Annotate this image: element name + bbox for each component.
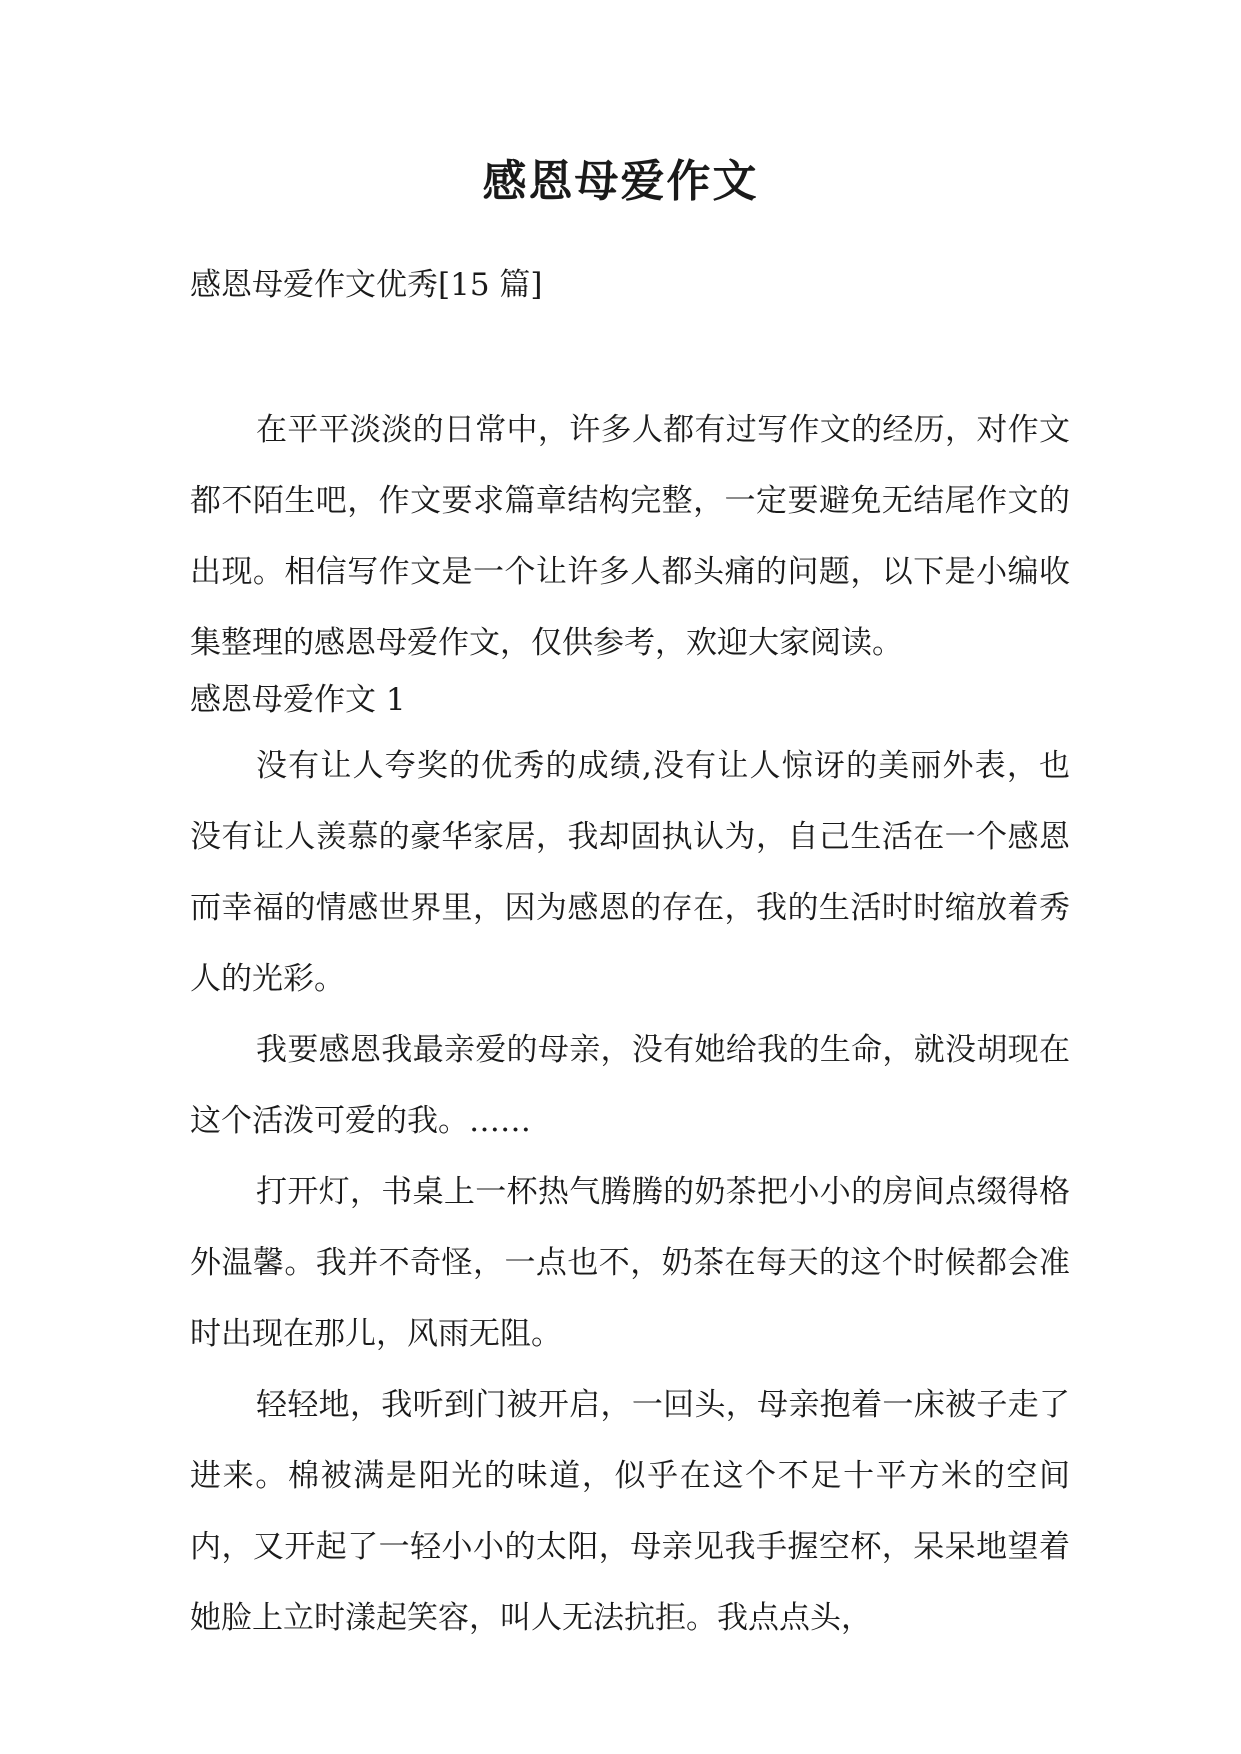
- intro-block: [190, 395, 1070, 679]
- body-paragraph: 没有让人夸奖的优秀的成绩,没有让人惊讶的美丽外表，也没有让人羡慕的豪华家居，我却固执认为，自己生活在一个感恩而幸福的情感世界里，因为感恩的存在，我的生活时时缩放着秀人的光彩。: [190, 748, 1070, 997]
- body-paragraph: 我要感恩我最亲爱的母亲，没有她给我的生命，就没胡现在这个活泼可爱的我。……: [190, 1032, 1070, 1139]
- section-heading: 感恩母爱作文 1: [190, 682, 406, 718]
- intro-paragraph: 在平平淡淡的日常中，许多人都有过写作文的经历，对作文都不陌生吧，作文要求篇章结构完整，一定要避免无结尾作文的出现。相信写作文是一个让许多人都头痛的问题，以下是小编收集整理的感恩母爱作文，仅供参考，欢迎大家阅读。: [190, 412, 1070, 661]
- document-title: 感恩母爱作文: [482, 156, 759, 207]
- section-body: [190, 731, 1070, 1654]
- body-paragraph: 打开灯，书桌上一杯热气腾腾的奶茶把小小的房间点缀得格外温馨。我并不奇怪，一点也不，奶茶在每天的这个时候都会准时出现在那儿，风雨无阻。: [190, 1174, 1070, 1352]
- body-paragraph: 轻轻地，我听到门被开启，一回头，母亲抱着一床被子走了进来。棉被满是阳光的味道，似乎在这个不足十平方米的空间内，又开起了一轻小小的太阳，母亲见我手握空杯，呆呆地望着她脸上立时漾起笑容，叫人无法抗拒。我点点头，: [190, 1387, 1070, 1636]
- document-subtitle: 感恩母爱作文优秀[15 篇]: [190, 267, 543, 303]
